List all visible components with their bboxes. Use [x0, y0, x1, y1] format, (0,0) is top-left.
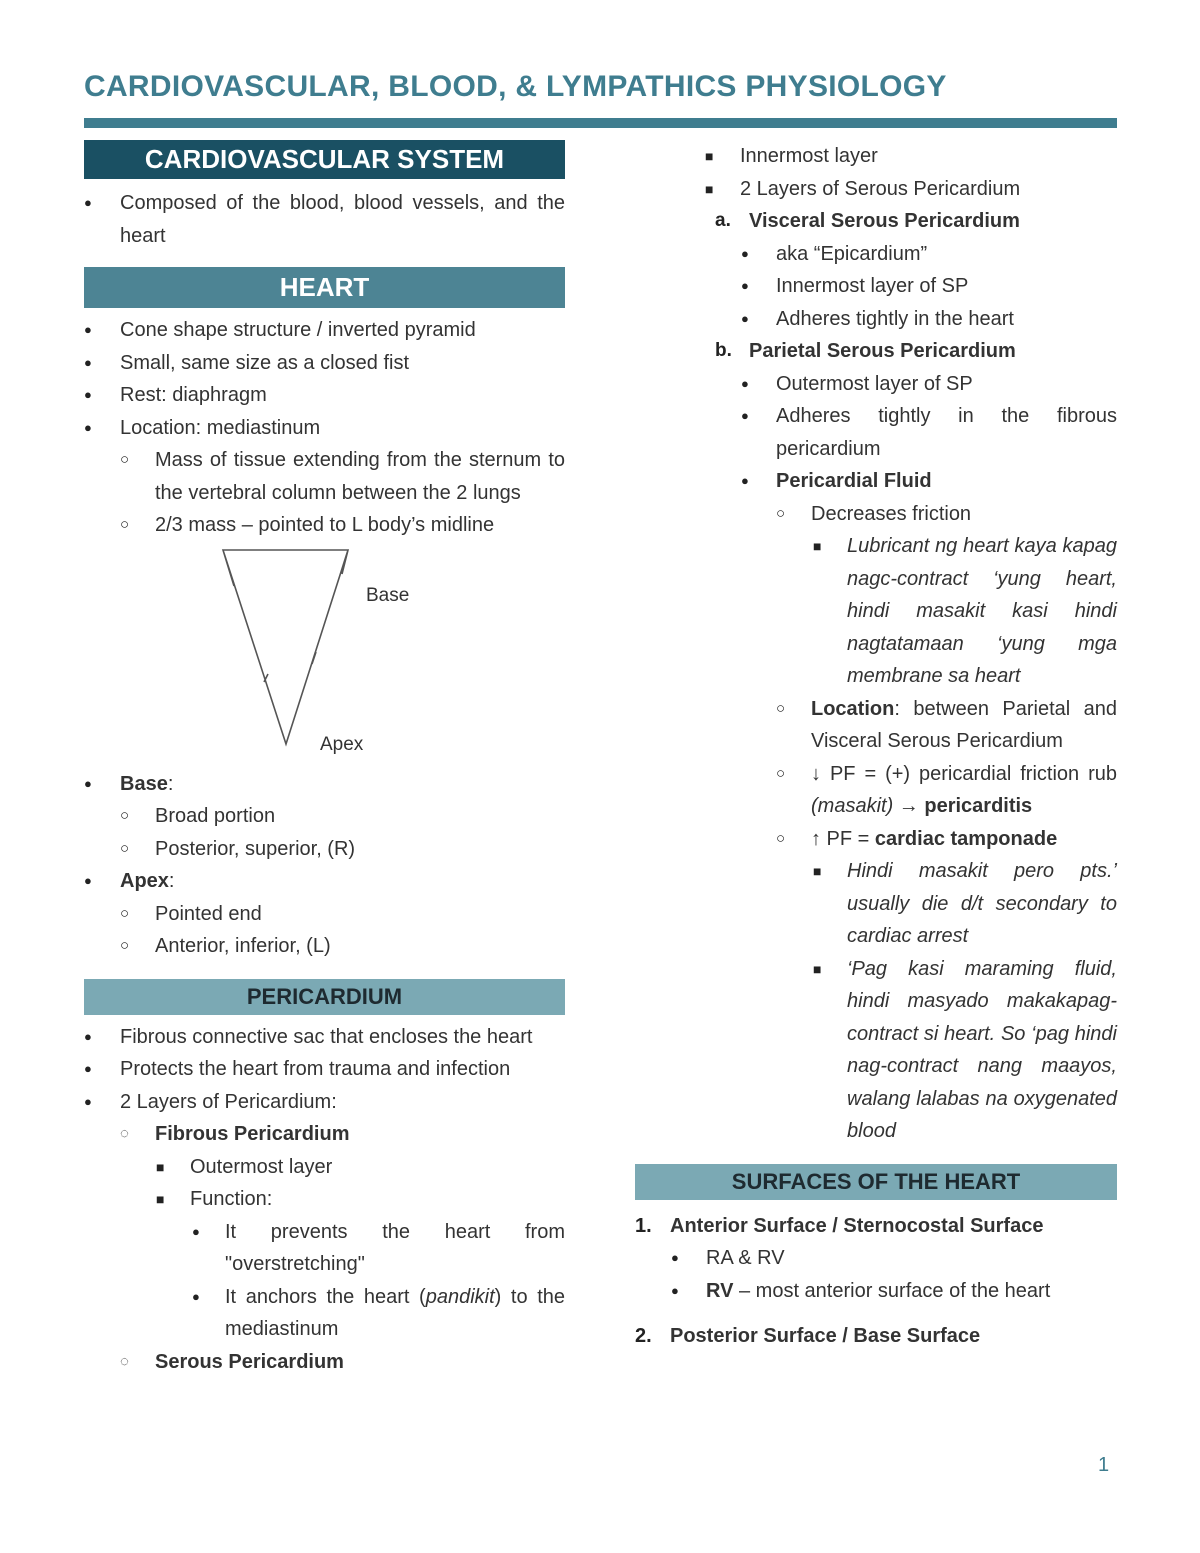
bullet-disc-icon: ● [84, 387, 92, 402]
bullet-disc-icon: ● [84, 1093, 92, 1109]
pericardium-header: PERICARDIUM [84, 979, 565, 1015]
bullet-circle-icon: ○ [120, 937, 130, 954]
base-label: Base [366, 584, 410, 606]
list-item: b. Parietal Serous Pericardium [715, 340, 1016, 362]
bullet-circle-icon: ○ [776, 829, 786, 847]
list-item: ○ Mass of tissue extending from the sternum to the vertebral column between the 2 lungs [84, 444, 565, 509]
bullet-disc-icon: ● [84, 195, 92, 210]
list-item: ● Base: [84, 768, 565, 801]
list-item: a. Visceral Serous Pericardium [715, 210, 1020, 232]
bullet-disc-icon: ● [741, 408, 749, 423]
list-item: ● Innermost layer of SP [635, 270, 1117, 303]
bullet-circle-icon: ○ [120, 516, 130, 533]
bullet-disc-icon: ● [741, 278, 749, 293]
apex-label: Apex [320, 733, 364, 755]
list-item: ○ 2/3 mass – pointed to L body’s midline [84, 509, 565, 542]
bullet-disc-icon: ● [741, 473, 749, 488]
left-column [84, 140, 565, 1378]
bullet-circle-icon: ○ [120, 904, 130, 922]
list-item: ● 2 Layers of Pericardium: [84, 1086, 565, 1119]
list-item: ■ Outermost layer [84, 1151, 565, 1184]
list-item: ■ Hindi masakit pero pts.’ usually die d/t secondary to cardiac arrest [635, 855, 1117, 953]
list-item: ● Outermost layer of SP [635, 368, 1117, 401]
bullet-circle-icon: ○ [120, 839, 130, 857]
bullet-circle-icon: ○ [776, 764, 786, 782]
list-item: ○ Broad portion [84, 800, 565, 833]
cardiovascular-list [84, 187, 565, 252]
list-item: ● Protects the heart from trauma and infection [84, 1053, 565, 1086]
bullet-disc-icon: ● [84, 354, 92, 370]
list-item: ● It anchors the heart (pandikit) to the mediastinum [84, 1281, 565, 1346]
list-item: ■ 2 Layers of Serous Pericardium [635, 173, 1117, 206]
list-item: ○ Anterior, inferior, (L) [84, 930, 565, 963]
bullet-square-icon: ■ [156, 1191, 165, 1207]
document-title: CARDIOVASCULAR, BLOOD, & LYMPATHICS PHYSIOLOGY [84, 70, 947, 103]
bullet-disc-icon: ● [671, 1250, 679, 1265]
list-item: ◌ Fibrous Pericardium [84, 1118, 565, 1151]
heart-list [84, 314, 565, 542]
bullet-disc-icon: ● [192, 1223, 200, 1239]
bullet-dotted-circle-icon: ◌ [120, 1352, 129, 1370]
list-item: ● RA & RV [635, 1242, 1117, 1275]
list-item: ● Composed of the blood, blood vessels, and the heart [84, 187, 565, 252]
bullet-square-icon: ■ [156, 1158, 165, 1175]
list-item: ● Rest: diaphragm [84, 379, 565, 412]
bullet-disc-icon: ● [192, 1288, 200, 1304]
list-item: 2. Posterior Surface / Base Surface [635, 1325, 981, 1347]
list-item: ● aka “Epicardium” [635, 238, 1117, 271]
serous-list [635, 140, 1117, 1148]
bullet-square-icon: ■ [705, 180, 714, 197]
bullet-disc-icon: ● [84, 419, 92, 435]
list-item: ○ ↑ PF = cardiac tamponade [635, 823, 1117, 856]
list-item: ■ Function: [84, 1183, 565, 1216]
surfaces-header: SURFACES OF THE HEART [635, 1164, 1117, 1200]
bullet-disc-icon: ● [84, 775, 92, 791]
list-item: ● Adheres tightly in the heart [635, 303, 1117, 336]
list-item: ● Small, same size as a closed fist [84, 347, 565, 380]
heart-header: HEART [84, 267, 565, 308]
bullet-dotted-circle-icon: ◌ [120, 1125, 129, 1142]
surfaces-list [635, 1210, 1117, 1353]
list-item: ○ Location: between Parietal and Visceral Serous Pericardium [635, 693, 1117, 758]
cardiovascular-system-header: CARDIOVASCULAR SYSTEM [84, 140, 565, 179]
right-column [635, 140, 1117, 1353]
list-item: ● Adheres tightly in the fibrous pericardium [635, 400, 1117, 465]
inverted-triangle-icon [84, 542, 565, 768]
bullet-disc-icon: ● [741, 310, 749, 326]
heart-shape-diagram [84, 542, 565, 768]
pericardium-list [84, 1021, 565, 1379]
bullet-square-icon: ■ [813, 960, 822, 977]
list-item: ● It prevents the heart from "overstretching" [84, 1216, 565, 1281]
list-item: ◌ Serous Pericardium [84, 1346, 565, 1379]
bullet-square-icon: ■ [813, 863, 822, 879]
list-item: ● Apex: [84, 865, 565, 898]
list-item: ● Cone shape structure / inverted pyramid [84, 314, 565, 347]
list-item: ■ Lubricant ng heart kaya kapag nagc-contract ‘yung heart, hindi masakit kasi hindi nagtatamaan ‘yung mga membrane sa heart [635, 530, 1117, 693]
list-item: ○ Decreases friction [635, 498, 1117, 531]
bullet-circle-icon: ○ [776, 699, 786, 717]
list-item: ● Location: mediastinum [84, 412, 565, 445]
page-number: 1 [1098, 1454, 1110, 1476]
base-apex-list [84, 768, 565, 963]
list-item: ● RV – most anterior surface of the heart [635, 1275, 1117, 1308]
list-item: ● Pericardial Fluid [635, 465, 1117, 498]
title-rule [84, 118, 1117, 128]
list-item: ■ ‘Pag kasi maraming fluid, hindi masyado makakapag-contract si heart. So ‘pag hindi nag-contract nang maayos, walang lalabas na oxygenated blood [635, 953, 1117, 1148]
list-item: ○ Pointed end [84, 898, 565, 931]
bullet-disc-icon: ● [741, 245, 749, 261]
bullet-circle-icon: ○ [120, 451, 130, 468]
bullet-disc-icon: ● [741, 375, 749, 391]
list-item: 1. Anterior Surface / Sternocostal Surface [635, 1214, 1044, 1237]
bullet-disc-icon: ● [671, 1282, 679, 1298]
list-item: ○ ↓ PF = (+) pericardial friction rub (masakit) → pericarditis [635, 758, 1117, 823]
bullet-disc-icon: ● [84, 1061, 92, 1076]
list-item: ■ Innermost layer [635, 140, 1117, 173]
bullet-square-icon: ■ [813, 538, 822, 554]
list-item: ● Fibrous connective sac that encloses the heart [84, 1021, 565, 1054]
bullet-square-icon: ■ [705, 148, 714, 164]
bullet-circle-icon: ○ [776, 504, 786, 522]
bullet-disc-icon: ● [84, 1028, 92, 1044]
bullet-disc-icon: ● [84, 873, 92, 888]
bullet-circle-icon: ○ [120, 807, 130, 824]
bullet-disc-icon: ● [84, 322, 92, 337]
list-item: ○ Posterior, superior, (R) [84, 833, 565, 866]
